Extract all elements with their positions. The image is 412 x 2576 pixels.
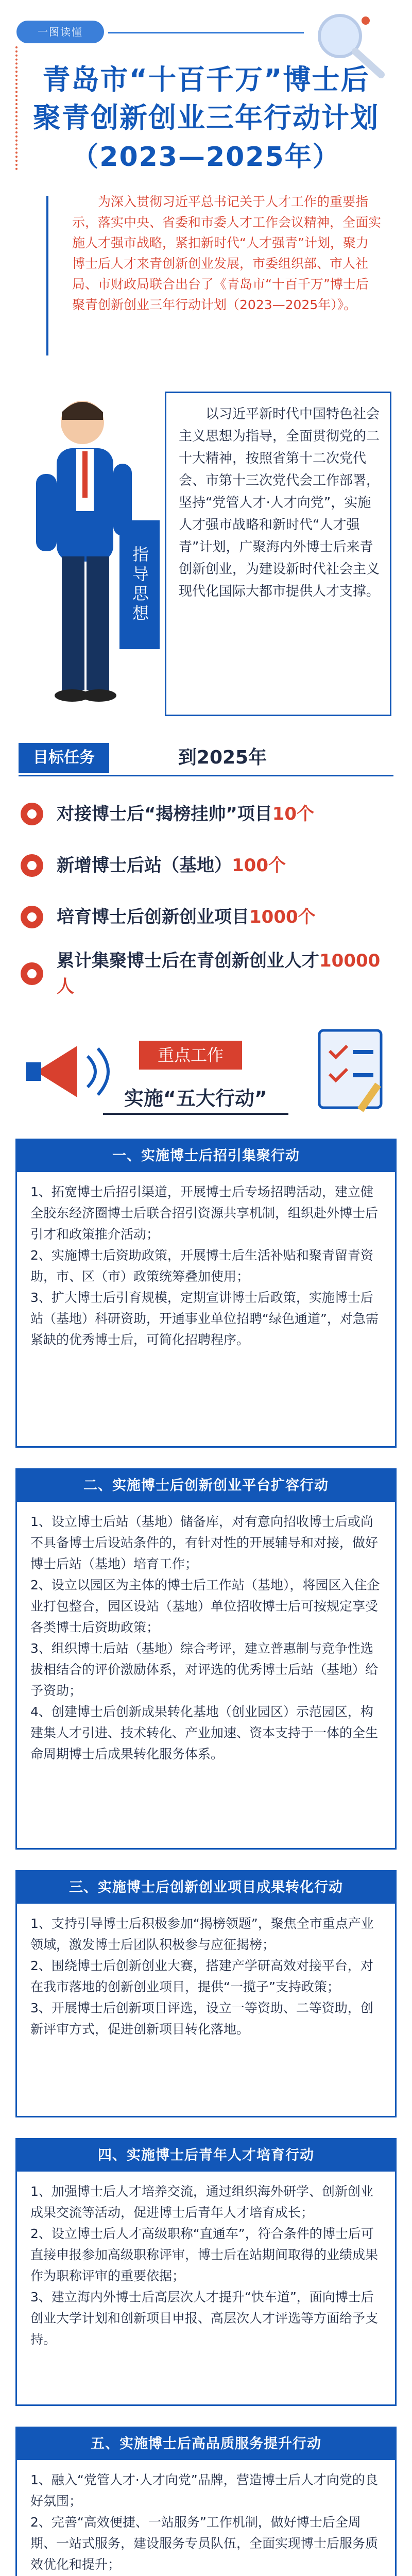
intro-paragraph: 为深入贯彻习近平总书记关于人才工作的重要指示，落实中央、省委和市委人才工作会议精神，全面实施人才强市战略，紧扣新时代“人才强青”计划，聚力博士后人才来青创新创业发展，市委组织部、市人社局、市财政局联合出台了《青岛市“十百千万”博士后聚青创新创业三年行动计划（2023—2025年）》。	[72, 194, 382, 312]
action-section-body	[17, 2460, 395, 2576]
action-section-body	[17, 1172, 395, 1361]
action-item: 1、加强博士后人才培养交流，通过组织海外研学、创新创业成果交流等活动，促进博士后青年人才培育成长；	[30, 2184, 373, 2220]
action-section-title: 三、实施博士后创新创业项目成果转化行动	[17, 1872, 395, 1904]
action-item: 1、拓宽博士后招引渠道，开展博士后专场招聘活动，建立健全胶东经济圈博士后联合招引资源共享机制，组织赴外博士后引才和政策推介活动；	[30, 1184, 379, 1242]
goal-item	[21, 943, 391, 1005]
guiding-thought-box	[165, 392, 391, 716]
goals-year: 到2025年	[178, 747, 267, 768]
section-badge: 一图读懂	[16, 21, 104, 43]
goal-item	[21, 788, 391, 840]
action-item: 3、建立海内外博士后高层次人才提升“快车道”，面向博士后创业大学计划和创新项目申报、高层次人才评选等方面给予支持。	[30, 2290, 379, 2347]
target-dot-icon	[21, 854, 43, 877]
goal-text: 累计集聚博士后在青创新创业人才10000人	[57, 951, 381, 997]
action-item: 2、完善“高效便捷、一站服务”工作机制，做好博士后全周期、一站式服务，建设服务专员队伍，全面实现博士后服务质效优化和提升；	[30, 2515, 379, 2572]
page-title-line-2: 聚青创新创业三年行动计划	[33, 101, 379, 134]
target-dot-icon	[21, 962, 43, 985]
page-title-line-3: （2023—2025年）	[72, 142, 340, 173]
goals-heading: 目标任务	[19, 743, 109, 773]
action-item: 1、设立博士后站（基地）储备库，对有意向招收博士后或尚不具备博士后设站条件的，有针对性的开展辅导和对接，做好博士后站（基地）培育工作；	[30, 1514, 379, 1571]
action-section-title: 二、实施博士后创新创业平台扩容行动	[17, 1470, 395, 1502]
action-section-body	[17, 1904, 395, 2050]
badge-divider	[108, 32, 304, 33]
action-section-body	[17, 1502, 395, 1775]
action-section-title: 五、实施博士后高品质服务提升行动	[17, 2428, 395, 2460]
action-item: 2、设立博士后人才高级职称“直通车”，符合条件的博士后可直接申报参加高级职称评审，博士后在站期间取得的业绩成果作为职称评审的重要依据；	[30, 2226, 379, 2283]
action-item: 3、扩大博士后引育规模，定期宣讲博士后政策，实施博士后站（基地）科研资助，开通事业单位招聘“绿色通道”，对急需紧缺的优秀博士后，可简化招聘程序。	[30, 1290, 379, 1347]
action-item: 1、融入“党管人才·人才向党”品牌，营造博士后人才向党的良好氛围；	[30, 2472, 378, 2509]
keywork-subheading: 实施“五大行动”	[103, 1082, 288, 1115]
goal-item	[21, 891, 391, 943]
goal-text: 对接博士后“揭榜挂帅”项目10个	[57, 804, 315, 824]
person-illustration	[21, 392, 134, 721]
intro-accent-bar	[46, 196, 48, 355]
checklist-illustration	[304, 1020, 397, 1118]
action-item: 2、实施博士后资助政策，开展博士后生活补贴和聚青留青资助，市、区（市）政策统筹叠加使用；	[30, 1248, 373, 1284]
action-section-title: 一、实施博士后招引集聚行动	[17, 1140, 395, 1172]
action-item: 2、围绕博士后创新创业大赛，搭建产学研高效对接平台，对在我市落地的创新创业项目，提供“一揽子”支持政策；	[30, 1958, 373, 1994]
action-item: 2、设立以园区为主体的博士后工作站（基地），将园区入住企业打包整合，园区设站（基地）单位招收博士后可按规定享受各类博士后资助政策；	[30, 1578, 380, 1635]
action-item: 3、组织博士后站（基地）综合考评，建立普惠制与竞争性选拔相结合的评价激励体系，对评选的优秀博士后站（基地）给予资助；	[30, 1641, 379, 1698]
page-title-line-1: 青岛市“十百千万”博士后	[42, 63, 370, 96]
action-section-title: 四、实施博士后青年人才培育行动	[17, 2140, 395, 2172]
target-dot-icon	[21, 803, 43, 825]
action-section	[15, 2427, 397, 2576]
goal-item	[21, 840, 391, 891]
action-section-body	[17, 2172, 395, 2360]
action-section	[15, 2138, 397, 2406]
action-item: 1、支持引导博士后积极参加“揭榜领题”，聚焦全市重点产业领域，激发博士后团队积极参与应征揭榜；	[30, 1916, 374, 1952]
action-section	[15, 1139, 397, 1448]
action-section	[15, 1870, 397, 2117]
goals-divider	[19, 775, 393, 776]
keywork-heading: 重点工作	[139, 1041, 242, 1070]
guiding-thought-tag: 指导思想	[119, 520, 160, 649]
guiding-thought-text: 以习近平新时代中国特色社会主义思想为指导，全面贯彻党的二十大精神，按照省第十二次党代会、市第十三次党代会工作部署，坚持“党管人才·人才向党”，实施人才强市战略和新时代“人才强青”计划，广聚海内外博士后来青创新创业，为建设新时代社会主义现代化国际大都市提供人才支撑。	[179, 406, 380, 599]
target-dot-icon	[21, 906, 43, 928]
goal-text: 新增博士后站（基地）100个	[57, 855, 286, 876]
action-item: 4、创建博士后创新成果转化基地（创业园区）示范园区，构建集人才引进、技术转化、产业加速、资本支持于一体的全生命周期博士后成果转化服务体系。	[30, 1704, 379, 1761]
goal-text: 培育博士后创新创业项目1000个	[57, 907, 316, 927]
action-section	[15, 1468, 397, 1850]
action-item: 3、开展博士后创新项目评选，设立一等资助、二等资助，创新评审方式，促进创新项目转化落地。	[30, 2001, 373, 2037]
